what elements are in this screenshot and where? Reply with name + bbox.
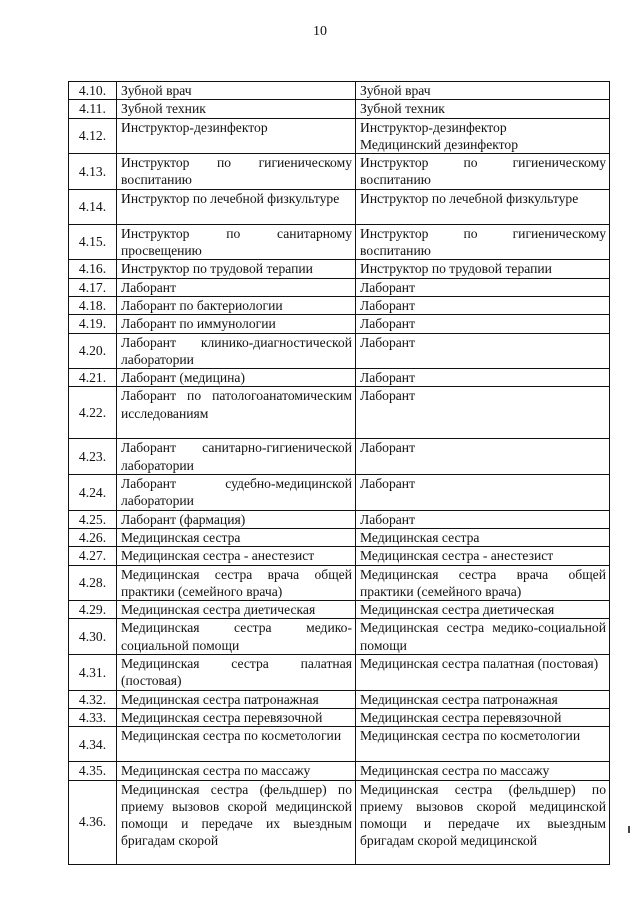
row-number-cell: 4.28. [69, 565, 117, 601]
current-position-cell: Лаборант по патологоанатомическим исследованиям [117, 387, 356, 439]
new-position-cell: Лаборант [356, 439, 610, 475]
new-position-cell: Инструктор по трудовой терапии [356, 260, 610, 278]
new-position-cell: Медицинская сестра перевязочной [356, 708, 610, 726]
table-row [69, 601, 610, 619]
row-number-cell: 4.15. [69, 224, 117, 260]
current-position-cell: Инструктор по трудовой терапии [117, 260, 356, 278]
new-position-cell: Медицинская сестра медико-социальной помощи [356, 619, 610, 655]
current-position-cell: Медицинская сестра (фельдшер) по приему вызовов скорой медицинской помощи и передаче их выездным бригадам скорой [117, 780, 356, 864]
current-position-cell: Медицинская сестра палатная (постовая) [117, 655, 356, 691]
scan-mark [628, 826, 630, 833]
row-number-cell: 4.10. [69, 82, 117, 100]
current-position-cell: Медицинская сестра по массажу [117, 762, 356, 780]
new-position-cell: Медицинская сестра палатная (постовая) [356, 655, 610, 691]
table-row [69, 387, 610, 439]
new-position-cell: Лаборант [356, 369, 610, 387]
new-position-cell: Медицинская сестра - анестезист [356, 547, 610, 565]
table-row [69, 118, 610, 154]
table-row [69, 475, 610, 511]
table-row [69, 690, 610, 708]
new-position-cell: Медицинская сестра по массажу [356, 762, 610, 780]
current-position-cell: Лаборант клинико-диагностической лаборатории [117, 333, 356, 369]
new-position-cell: Медицинская сестра [356, 528, 610, 546]
new-position-cell: Медицинская сестра врача общей практики (семейного врача) [356, 565, 610, 601]
row-number-cell: 4.30. [69, 619, 117, 655]
new-position-cell: Лаборант [356, 315, 610, 333]
row-number-cell: 4.23. [69, 439, 117, 475]
table-row [69, 762, 610, 780]
current-position-cell: Лаборант по иммунологии [117, 315, 356, 333]
current-position-cell: Лаборант [117, 278, 356, 296]
table-row [69, 439, 610, 475]
current-position-cell: Зубной техник [117, 100, 356, 118]
row-number-cell: 4.19. [69, 315, 117, 333]
table-row [69, 82, 610, 100]
row-number-cell: 4.22. [69, 387, 117, 439]
current-position-cell: Инструктор по санитарному просвещению [117, 224, 356, 260]
new-position-cell: Лаборант [356, 475, 610, 511]
row-number-cell: 4.27. [69, 547, 117, 565]
current-position-cell: Медицинская сестра [117, 528, 356, 546]
new-position-cell: Инструктор по лечебной физкультуре [356, 189, 610, 224]
new-position-cell: Медицинская сестра (фельдшер) по приему вызовов скорой медицинской помощи и передаче их выездным бригадам скорой медицинской [356, 780, 610, 864]
current-position-cell: Лаборант санитарно-гигиенической лаборатории [117, 439, 356, 475]
current-position-cell: Лаборант судебно-медицинской лаборатории [117, 475, 356, 511]
row-number-cell: 4.36. [69, 780, 117, 864]
table-row [69, 189, 610, 224]
row-number-cell: 4.26. [69, 528, 117, 546]
new-position-cell: Лаборант [356, 296, 610, 314]
current-position-cell: Медицинская сестра - анестезист [117, 547, 356, 565]
row-number-cell: 4.11. [69, 100, 117, 118]
current-position-cell: Инструктор по гигиеническому воспитанию [117, 154, 356, 190]
current-position-cell: Инструктор-дезинфектор [117, 118, 356, 154]
new-position-cell: Лаборант [356, 510, 610, 528]
row-number-cell: 4.17. [69, 278, 117, 296]
current-position-cell: Лаборант (медицина) [117, 369, 356, 387]
current-position-cell: Медицинская сестра патронажная [117, 690, 356, 708]
new-position-cell: Инструктор по гигиеническому воспитанию [356, 154, 610, 190]
current-position-cell: Лаборант (фармация) [117, 510, 356, 528]
row-number-cell: 4.29. [69, 601, 117, 619]
table-row [69, 369, 610, 387]
new-position-cell: Медицинская сестра патронажная [356, 690, 610, 708]
row-number-cell: 4.34. [69, 727, 117, 762]
row-number-cell: 4.35. [69, 762, 117, 780]
new-position-cell: Зубной врач [356, 82, 610, 100]
row-number-cell: 4.12. [69, 118, 117, 154]
table-row [69, 333, 610, 369]
row-number-cell: 4.18. [69, 296, 117, 314]
table-row [69, 154, 610, 190]
current-position-cell: Медицинская сестра врача общей практики (семейного врача) [117, 565, 356, 601]
positions-table [68, 81, 610, 865]
row-number-cell: 4.13. [69, 154, 117, 190]
table-row [69, 528, 610, 546]
new-position-cell: Инструктор по гигиеническому воспитанию [356, 224, 610, 260]
current-position-cell: Лаборант по бактериологии [117, 296, 356, 314]
table-row [69, 655, 610, 691]
table-row [69, 296, 610, 314]
row-number-cell: 4.33. [69, 708, 117, 726]
positions-table-body [69, 82, 610, 865]
table-row [69, 780, 610, 864]
new-position-cell: Медицинская сестра диетическая [356, 601, 610, 619]
table-row [69, 100, 610, 118]
new-position-cell: Инструктор-дезинфектор Медицинский дезинфектор [356, 118, 610, 154]
table-row [69, 565, 610, 601]
row-number-cell: 4.21. [69, 369, 117, 387]
new-position-cell: Лаборант [356, 333, 610, 369]
current-position-cell: Медицинская сестра по косметологии [117, 727, 356, 762]
row-number-cell: 4.31. [69, 655, 117, 691]
row-number-cell: 4.32. [69, 690, 117, 708]
table-row [69, 510, 610, 528]
current-position-cell: Медицинская сестра перевязочной [117, 708, 356, 726]
current-position-cell: Зубной врач [117, 82, 356, 100]
page-number: 10 [313, 24, 327, 39]
new-position-cell: Медицинская сестра по косметологии [356, 727, 610, 762]
new-position-cell: Зубной техник [356, 100, 610, 118]
current-position-cell: Инструктор по лечебной физкультуре [117, 189, 356, 224]
new-position-cell: Лаборант [356, 278, 610, 296]
row-number-cell: 4.20. [69, 333, 117, 369]
table-row [69, 708, 610, 726]
table-row [69, 727, 610, 762]
table-row [69, 547, 610, 565]
table-row [69, 278, 610, 296]
table-row [69, 619, 610, 655]
new-position-cell: Лаборант [356, 387, 610, 439]
row-number-cell: 4.14. [69, 189, 117, 224]
current-position-cell: Медицинская сестра медико-социальной помощи [117, 619, 356, 655]
row-number-cell: 4.16. [69, 260, 117, 278]
table-row [69, 224, 610, 260]
row-number-cell: 4.25. [69, 510, 117, 528]
current-position-cell: Медицинская сестра диетическая [117, 601, 356, 619]
table-row [69, 315, 610, 333]
row-number-cell: 4.24. [69, 475, 117, 511]
table-row [69, 260, 610, 278]
